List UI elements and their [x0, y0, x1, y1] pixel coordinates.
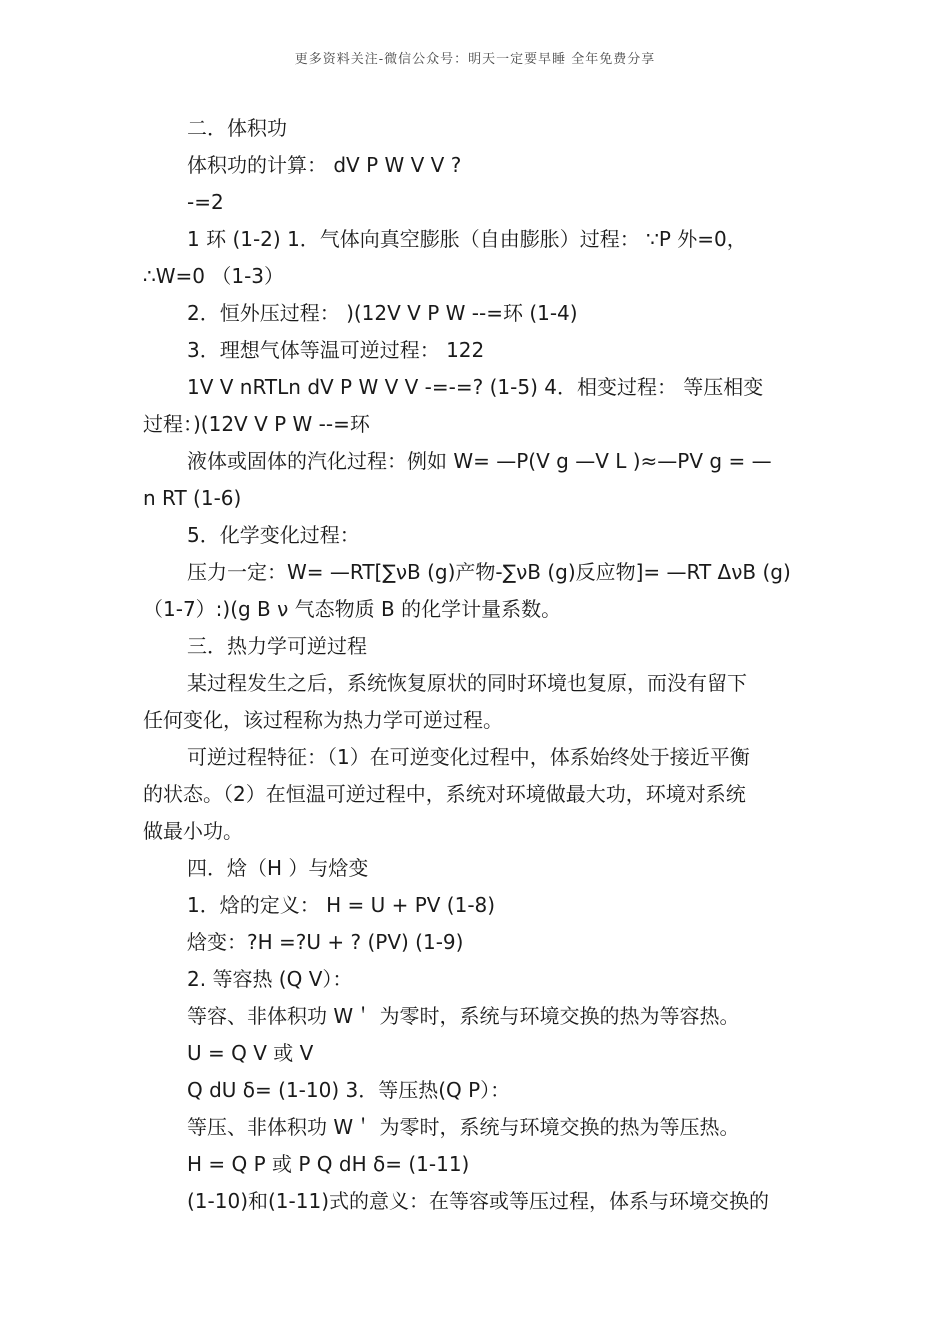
text-line: 体积功的计算： dV P W V V ?: [187, 153, 462, 177]
text-line: （1-7）:)(g B ν 气态物质 B 的化学计量系数。: [143, 597, 562, 621]
text-line: 3．理想气体等温可逆过程： 122: [187, 338, 485, 362]
text-line: 等容、非体积功 W＇ 为零时，系统与环境交换的热为等容热。: [187, 1004, 740, 1028]
text-line: 2．恒外压过程： )(12V V P W --=环 (1-4): [187, 301, 578, 325]
text-line: 三．热力学可逆过程: [187, 634, 367, 658]
text-line: 1．焓的定义： H = U + PV (1-8): [187, 893, 496, 917]
text-line: H = Q P 或 P Q dH δ= (1-11): [187, 1152, 470, 1176]
text-line: 二．体积功: [187, 116, 287, 140]
text-line: (1-10)和(1-11)式的意义：在等容或等压过程，体系与环境交换的: [187, 1189, 769, 1213]
text-line: 任何变化，该过程称为热力学可逆过程。: [143, 708, 503, 732]
text-line: 的状态。（2）在恒温可逆过程中，系统对环境做最大功，环境对系统: [143, 782, 746, 806]
text-line: 压力一定：W= —RT[∑νB (g)产物-∑νB (g)反应物]= —RT ΔνB (g): [187, 560, 791, 584]
text-line: 可逆过程特征：（1）在可逆变化过程中，体系始终处于接近平衡: [187, 745, 750, 769]
document-body: [143, 110, 813, 1220]
text-line: 液体或固体的汽化过程：例如 W= —P(V g —V L )≈—PV g = —: [187, 449, 772, 473]
text-line: 1 环 (1-2) 1．气体向真空膨胀（自由膨胀）过程： ∵P 外=0，: [187, 227, 747, 251]
text-line: 2. 等容热 (Q V）：: [187, 967, 353, 991]
text-line: 某过程发生之后，系统恢复原状的同时环境也复原，而没有留下: [187, 671, 747, 695]
text-line: 等压、非体积功 W＇ 为零时，系统与环境交换的热为等压热。: [187, 1115, 740, 1139]
text-line: 5．化学变化过程：: [187, 523, 360, 547]
text-line: ∴W=0 （1-3）: [143, 264, 285, 288]
text-line: n RT (1-6): [143, 486, 242, 510]
text-line: 焓变：?H =?U + ? (PV) (1-9): [187, 930, 464, 954]
text-line: Q dU δ= (1-10) 3．等压热(Q P）：: [187, 1078, 511, 1102]
text-line: 四．焓（H ）与焓变: [187, 856, 369, 880]
text-line: 做最小功。: [143, 819, 243, 843]
text-line: -=2: [187, 190, 224, 214]
text-line: 1V V nRTLn dV P W V V -=-=? (1-5) 4．相变过程： 等压相变: [187, 375, 764, 399]
text-line: 过程：)(12V V P W --=环: [143, 412, 370, 436]
page-header: 更多资料关注-微信公众号：明天一定要早睡 全年免费分享: [294, 52, 656, 67]
text-line: U = Q V 或 V: [187, 1041, 314, 1065]
